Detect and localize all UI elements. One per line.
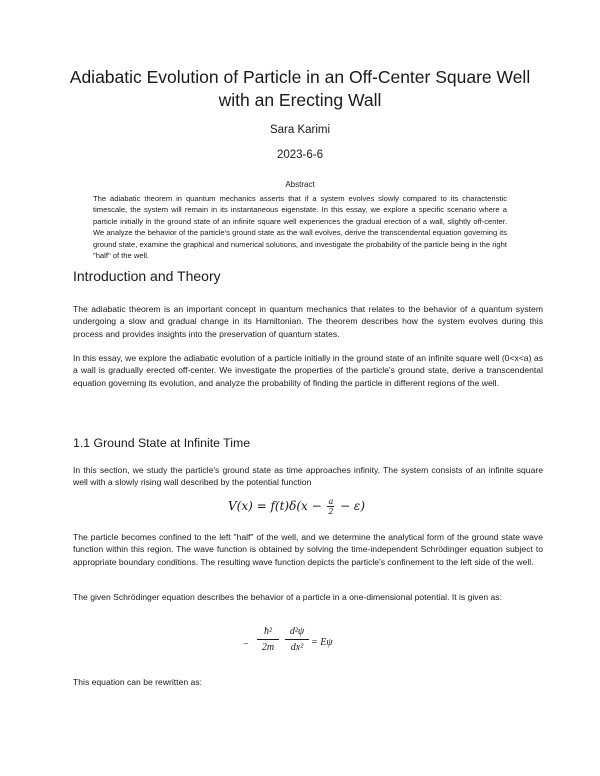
author-name: Sara Karimi	[269, 124, 331, 136]
dx-squared: dx²	[290, 642, 304, 653]
schrodinger-minus: −	[243, 639, 249, 650]
schrodinger-fraction-hbar	[257, 624, 279, 655]
ground-state-paragraph-3: The given Schrödinger equation describes the behavior of a particle in a one-dimensional potential. It is given as:	[73, 592, 502, 602]
schrodinger-equation	[243, 620, 363, 665]
potential-frac-den: 2	[328, 507, 334, 516]
ground-state-paragraph-4: This equation can be rewritten as:	[73, 677, 202, 687]
abstract-text: The adiabatic theorem in quantum mechanics asserts that if a system evolves slowly compared to its characteristic timescale, the system will remain in its instantaneous eigenstate. In this essay, we explore a specific scenario where a particle initially in the ground state of an infinite square well experiences the gradual erection of a wall, slightly off-center. We analyze the behavior of the particle's ground state as the wall evolves, derive the transcendental equation governing its ground state, examine the graphical and numerical solutions, and investigate the probability of the particle being in the right "half" of the well.	[93, 194, 507, 261]
subsection-heading-ground-state: 1.1 Ground State at Infinite Time	[73, 436, 251, 450]
ground-state-paragraph-2: The particle becomes confined to the left "half" of the well, and we determine the analytical form of the ground state wave function within this region. The wave function is obtained by solving the time-independent Schrödinger equation subject to appropriate boundary conditions. The resulting wave function depicts the particle's confinement to the left side of the well.	[73, 532, 543, 567]
paper-title: Adiabatic Evolution of Particle in an Off-Center Square Well with an Erecting Wall	[69, 67, 531, 110]
potential-rhs: − ε)	[336, 499, 366, 513]
intro-paragraph-1: The adiabatic theorem is an important concept in quantum mechanics that relates to the behavior of a quantum system undergoing a slow and gradual change in its Hamiltonian. The theorem describes how the system evolves during this process and provides insights into the preservation of quantum states.	[73, 304, 543, 339]
potential-equation	[228, 497, 365, 516]
paper-date: 2023-6-6	[276, 149, 324, 161]
section-heading-introduction: Introduction and Theory	[73, 268, 221, 284]
ground-state-paragraph-1: In this section, we study the particle's ground state as time approaches infinity. The system consists of an infinite square well with a slowly rising wall described by the potential function	[73, 465, 543, 488]
potential-lhs: V(x) = f(t)δ(x −	[228, 499, 326, 513]
intro-paragraph-2: In this essay, we explore the adiabatic evolution of a particle initially in the ground state of an infinite square well (0<x<a) as a wall is gradually erected off-center. We investigate the properties of the particle's ground state, derive a transcendental equation governing its evolution, and analyze the probability of finding the particle in different regions of the well.	[73, 353, 543, 388]
potential-frac-num: a	[328, 497, 334, 506]
two-m: 2m	[261, 642, 275, 653]
hbar-squared: ħ²	[257, 624, 279, 640]
d2-psi: d²ψ	[285, 624, 309, 640]
schrodinger-rhs: = Eψ	[311, 637, 333, 648]
schrodinger-fraction-derivative	[285, 624, 309, 655]
potential-fraction	[327, 497, 334, 516]
abstract-heading: Abstract	[285, 180, 315, 189]
